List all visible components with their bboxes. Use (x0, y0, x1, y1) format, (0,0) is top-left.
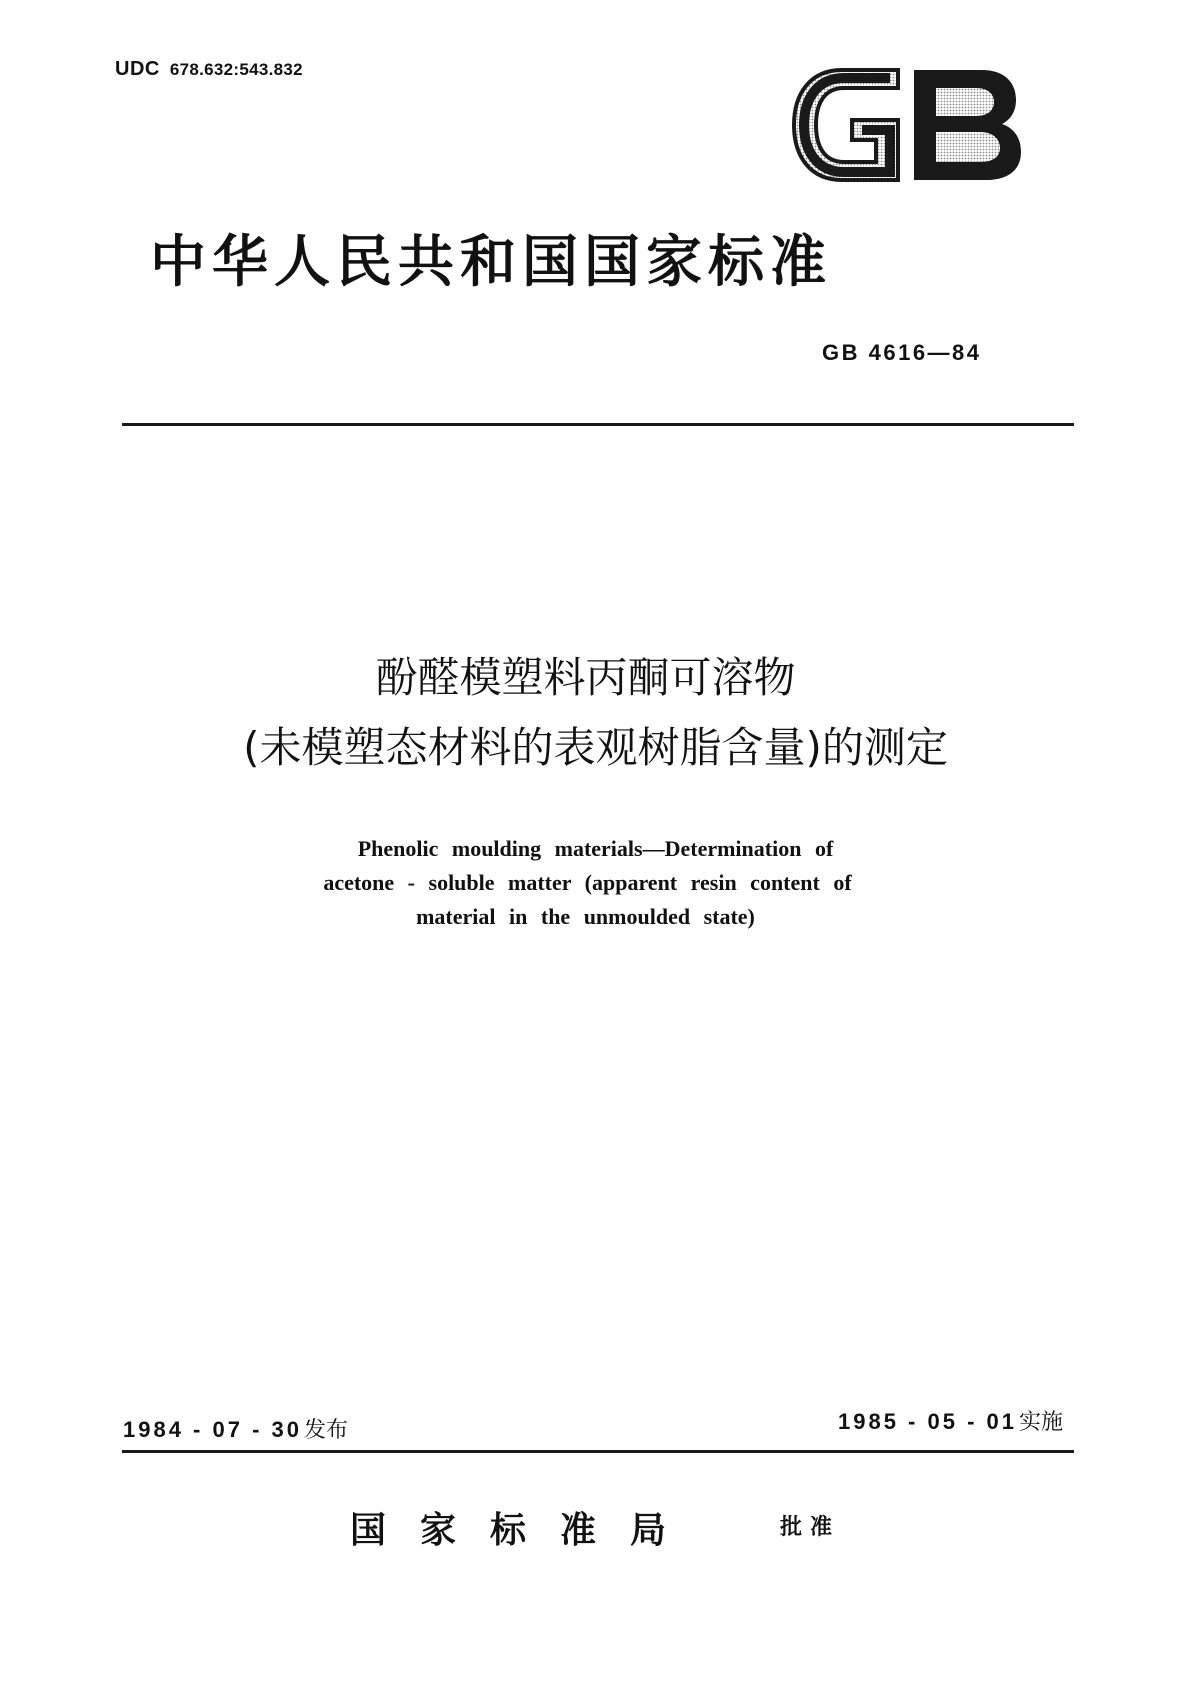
effective-date-block (838, 1405, 1063, 1436)
issue-date-block (123, 1413, 348, 1444)
national-standard-title: 中华人民共和国国家标准 (150, 230, 832, 295)
standard-number: GB 4616—84 (822, 340, 982, 365)
en-title-line3: material in the unmoulded state) (416, 904, 755, 929)
issuing-authority: 国家标准局 (350, 1510, 701, 1551)
udc-code: 678.632:543.832 (169, 60, 303, 79)
udc-classification (115, 58, 303, 81)
gb-logo-graphic (790, 64, 1025, 186)
effective-date: 1985 - 05 - 01 (838, 1409, 1017, 1434)
approval-label: 批准 (780, 1515, 841, 1540)
en-title-line1: Phenolic moulding materials—Determination of (357, 836, 834, 861)
cn-title-line1: 酚醛模塑料丙酮可溶物 (375, 653, 796, 702)
udc-label: UDC (115, 58, 160, 80)
issue-suffix: 发布 (303, 1418, 348, 1443)
issue-date: 1984 - 07 - 30 (123, 1417, 302, 1442)
header-divider (122, 423, 1074, 426)
gb-logo (790, 64, 1025, 186)
en-title-line2: acetone - soluble matter (apparent resin content of (323, 870, 852, 895)
cn-title-line2: (未模塑态材料的表观树脂含量)的测定 (243, 723, 948, 772)
effective-suffix: 实施 (1018, 1410, 1063, 1435)
footer-divider (122, 1450, 1074, 1453)
